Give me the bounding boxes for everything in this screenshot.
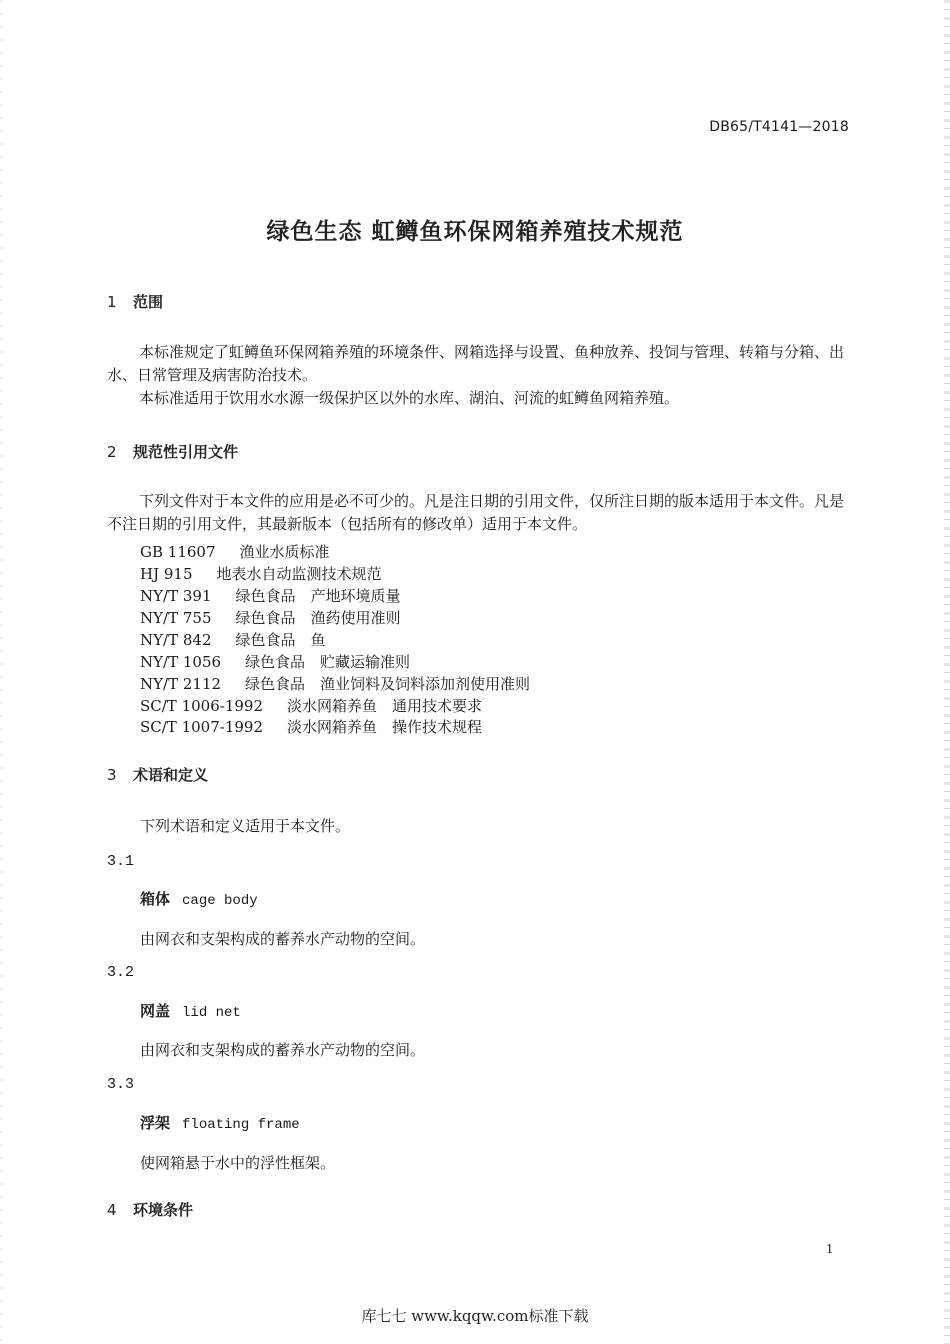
section-3-heading: [107, 764, 208, 785]
paragraph: 下列文件对于本文件的应用是必不可少的。凡是注日期的引用文件，仅所注日期的版本适用于本文件。凡是不注日期的引用文件，其最新版本（包括所有的修改单）适用于本文件。: [107, 492, 845, 533]
reference-code: GB 11607: [140, 543, 216, 561]
reference-code: SC/T 1007-1992: [140, 718, 263, 736]
section-1-number: 1: [107, 293, 117, 311]
reference-item: [140, 563, 382, 584]
reference-title: 绿色食品 产地环境质量: [235, 587, 401, 605]
term-zh: 浮架: [140, 1114, 171, 1132]
term-definition: 由网衣和支架构成的蓄养水产动物的空间。: [140, 930, 426, 948]
reference-item: [140, 673, 530, 694]
scan-edge-left: [0, 0, 3, 1344]
reference-title: 淡水网箱养鱼 操作技术规程: [287, 718, 483, 736]
reference-item: [140, 585, 401, 606]
term-en: lid net: [182, 1005, 241, 1021]
document-code: DB65/T4141—2018: [709, 119, 849, 135]
reference-item: [140, 629, 326, 650]
section-2-number: 2: [107, 443, 117, 461]
section-1-body: [107, 341, 852, 410]
reference-title: 渔业水质标准: [239, 543, 330, 561]
reference-code: NY/T 755: [140, 609, 212, 627]
term-en: cage body: [182, 893, 258, 909]
term-heading: [140, 1112, 300, 1133]
paragraph: 本标准适用于饮用水水源一级保护区以外的水库、湖泊、河流的虹鳟鱼网箱养殖。: [139, 389, 680, 407]
paragraph: 本标准规定了虹鳟鱼环保网箱养殖的环境条件、网箱选择与设置、鱼种放养、投饲与管理、转箱与分箱、出水、日常管理及病害防治技术。: [107, 343, 845, 384]
term-number: 3.2: [107, 964, 135, 981]
term-heading: [140, 888, 258, 909]
section-2-intro: [107, 490, 852, 536]
section-1-heading: [107, 291, 163, 312]
reference-title: 地表水自动监测技术规范: [216, 565, 382, 583]
reference-item: [140, 695, 482, 716]
reference-item: [140, 716, 482, 737]
reference-code: HJ 915: [140, 565, 193, 583]
section-4-heading: [107, 1199, 193, 1220]
page-number: 1: [826, 1242, 833, 1257]
term-number: 3.1: [107, 853, 135, 870]
term-definition: 由网衣和支架构成的蓄养水产动物的空间。: [140, 1041, 426, 1059]
reference-code: SC/T 1006-1992: [140, 697, 263, 715]
section-3-number: 3: [107, 766, 117, 784]
reference-code: NY/T 842: [140, 631, 212, 649]
reference-item: [140, 607, 401, 628]
reference-title: 绿色食品 渔业饲料及饲料添加剂使用准则: [245, 675, 531, 693]
reference-code: NY/T 391: [140, 587, 212, 605]
term-definition: 使网箱悬于水中的浮性框架。: [140, 1154, 336, 1172]
scan-edge-right: [944, 0, 950, 1344]
reference-title: 绿色食品 鱼: [235, 631, 326, 649]
term-number: 3.3: [107, 1076, 135, 1093]
section-4-title: 环境条件: [133, 1201, 194, 1219]
reference-title: 淡水网箱养鱼 通用技术要求: [287, 697, 483, 715]
section-3-intro: 下列术语和定义适用于本文件。: [140, 817, 351, 835]
section-2-heading: [107, 441, 238, 462]
term-zh: 箱体: [140, 890, 171, 908]
reference-code: NY/T 1056: [140, 653, 222, 671]
reference-item: [140, 651, 410, 672]
term-heading: [140, 1000, 241, 1021]
footer-watermark: 库七七 www.kqqw.com标准下载: [361, 1307, 589, 1325]
term-en: floating frame: [182, 1117, 300, 1133]
section-4-number: 4: [107, 1201, 117, 1219]
document-title: 绿色生态 虹鳟鱼环保网箱养殖技术规范: [266, 219, 684, 245]
reference-title: 绿色食品 渔药使用准则: [235, 609, 401, 627]
section-3-title: 术语和定义: [133, 766, 209, 784]
reference-item: [140, 541, 330, 562]
reference-title: 绿色食品 贮藏运输准则: [245, 653, 411, 671]
reference-code: NY/T 2112: [140, 675, 222, 693]
section-1-title: 范围: [133, 293, 164, 311]
section-2-title: 规范性引用文件: [133, 443, 239, 461]
term-zh: 网盖: [140, 1002, 171, 1020]
